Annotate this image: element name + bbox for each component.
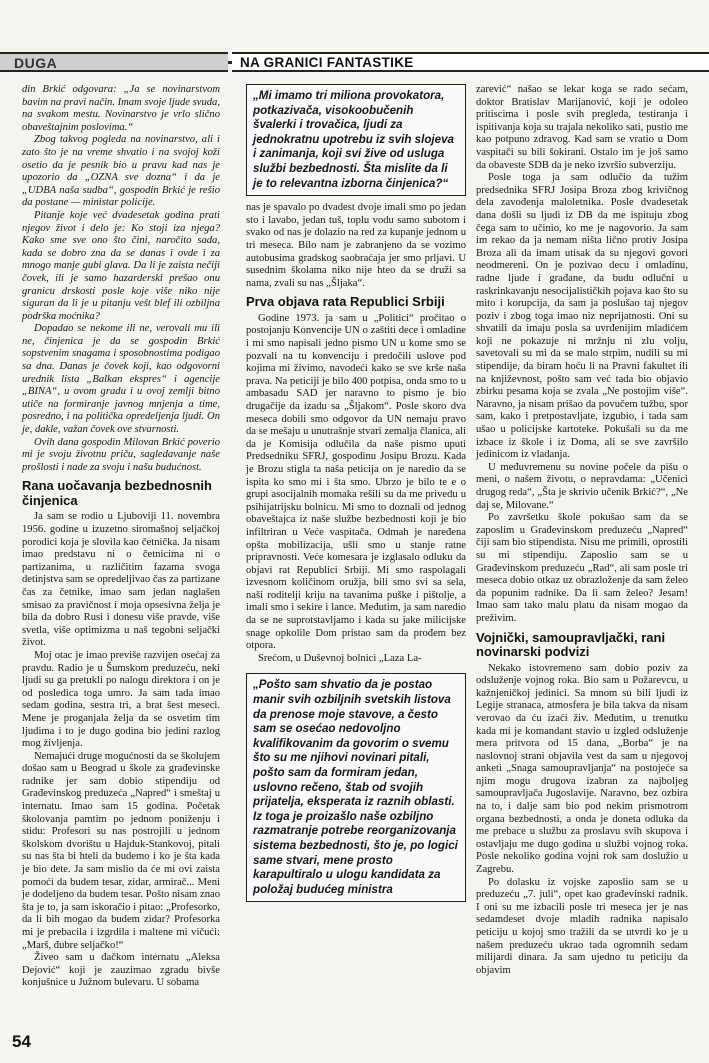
body-paragraph: Srećom, u Duševnoj bolnici „Laza La- <box>258 652 422 664</box>
body-paragraph: Po dolasku iz vojske zaposlio sam se u preduzeću „7. juli“, opet kao građevinski radnik. I oni su me izbacili posle tri meseca jer je nas sedamdeset dvoje mladih radnika napisalo peticiju u kojoj smo tražili da se utvrdi ko je u našem preduzeću ukrao tada ogromnih sedam milijardi dinara. Ja sam ujedno tu peticiju da objavim <box>476 876 688 976</box>
intro-paragraph: Pitanje koje već dvadesetak godina prati njegov život i delo je: Ko stoji iza njega? Kako sme sve ono što čini, naročito sada, kada se dobro zna da se danas i ovde i za mnogo manje gubi glava. Da li je zaista nečiji čovek, ili je samo hazarderski prešao onu granicu drskosti posle koje više niko nije siguran da li je u pitanju vešt blef ili ozbiljna podrška moćnika? <box>22 209 220 322</box>
body-paragraph: Živeo sam u đačkom internatu „Aleksa Dejović“ koji je zauzimao zgradu bivše konjušnice u Južnom bulevaru. U sobama <box>22 952 220 989</box>
section-heading: Prva objava rata Republici Srbiji <box>246 294 445 310</box>
column-3 <box>476 84 688 977</box>
body-paragraph: Ja sam se rodio u Ljuboviji 11. novembra 1956. godine u izuzetno siromašnoj seljačkoj porodici koja je slovila kao četnička. Ja nisam imao predstavu ni o četnicima ni o partizanima, u različitim fazama svoga detinjstva sam se opredeljivao čas za partizane čas za četnike, imao sam jedan naglašen smisao za pravičnost i moja opsesivna želja je bila da dobro Rusi i donesu više pravde, više svetla, više optimizma u naš tegobni seljački život. <box>22 511 220 649</box>
section-heading: Vojnički, samoupravljački, rani novinarski podvizi <box>476 629 666 660</box>
column-2 <box>246 84 466 908</box>
body-paragraph: Po završetku škole pokušao sam da se zaposlim u Građevinskom preduzeću „Napred“ čiji sam bio stipendista. Nisu me primili, oprostili su mi stipendiju. Zaposlio sam se u Građevinskom preduzeću „Rad“, ali sam posle tri meseca dobio otkaz uz obrazloženje da sam želeo da popunim radnike. Da li sam želeo? Jesam! Imao sam tako malu platu da nisam mogao da preživim. <box>476 512 688 624</box>
intro-paragraph: Ovih dana gospodin Milovan Brkić poverio mi je svoju životnu priču, sagledavanje naše prošlosti i nade za svoju i našu budućnost. <box>22 436 220 473</box>
pull-quote: „Mi imamo tri miliona provokatora, potkazivača, visokoobučenih švalerki i trovačica, ljudi za jednokratnu upotrebu iz svih slojeva i zanimanja, koji svi žive od usluga službi bezbednosti. Šta mislite da li je to relevantna izborna činjenica?“ <box>246 84 466 196</box>
body-paragraph: nas je spavalo po dvadest dvoje imali smo po jedan sto i lavabo, jedan tuš, toplu vodu samo subotom i svako od nas je dolazio na red za kupanje jednom u tri meseca. Bilo nam je zabranjeno da se vozimo autobusima gradskog saobraćaja jer smo prljavi. U susednim školama niko nije hteo da se druži sa nama, zvali su nas „Šljaka“. <box>246 202 466 289</box>
body-paragraph: Nekako istovremeno sam dobio poziv za odsluženje vojnog roka. Bio sam u Požarevcu, u kažnjeničkoj jedinici. Sa mnom su bili ljudi iz Legije stranaca, atmosfera je bila takva da nisam verovao da ću izaći živ. Međutim, u trenutku kada mi je komandant stavio u izgled odsluženje mera pritvora od 15 dana, „Borba“ je na naslovnoj strani objavila vest da sam u njegovoj anketi „Snaga samoupravljanja“ na postojeće sa njim mogu drugova izabran za najboljeg samoupravljača Jugoslavije. Naravno, bez ozbira na to, i dalje sam bio pod nekim prismotrom organa bezbednosti, a onda je doneta odluka da me prebace u službu za proslavu svih skupova i ostavljaju me dugo godina u službi vojnog roka. Posle nekoliko godina vojni rok sam doslužio u Zagrebu. <box>476 662 688 876</box>
intro-paragraph: Dopadao se nekome ili ne, verovali mu ili ne, činjenica je da se gospodin Brkić sopstvenim snagama i sposobnostima podigao sa dna. Danas je čovek koji, kao odgovorni urednik lista „Balkan ekspres“ i agencije „BINA“, u ovom gradu i u ovoj zemlji bitno utiče na formiranje javnog mnjenja a time, posredno, i na politička opredeljenja ljudi. On je, dakle, važan čovek ove stvarnosti. <box>22 323 220 436</box>
body-paragraph: Posle toga ja sam odlučio da tužim predsednika SFRJ Josipa Broza zbog krivičnog dela zavođenja maloletnika. Posle dvadesetak dana došli su ljudi iz DB da me ispituju zbog čega sam to učinio, ko me je nagovorio. Ja sam im rekao da ja nemam ništa lično protiv Josipa Broza ali da imam utisak da su njegovi govori neodmereni. On je pozivao decu i omladinu, radne ljude i građane, da budu odlučni u raskrinkavanju nesocijalističkih pojava kao što su mito i korupcija, da sam ja poslušao taj njegov poziv i zbog toga imao niz neprijatnosti. Oni su shvatili da imaju posla sa uvrđenijim mladićem koji ne pokazuje ni mržnju ni zlu volju, savetovali su mi da se malo strpim, nudili su mi stipendije, da biram hoću li na Pravni fakultet ili na književnost, pošto sam već tada bio objavio zbirku pesama koja se zvala „Ne postojim više“. Naravno, ja nisam prišao da povučem tužbu, spor sam, kako i pretpostavljate, izgubio, i tada sam ušao u policijske kartoteke. Pokušali su da me izbace iz škole i iz Doma, ali se sve završilo jedinicom iz vladanja. <box>476 172 688 461</box>
intro-paragraph: Zbog takvog pogleda na novinarstvo, ali i zato što je na vreme shvatio i na svojoj koži osetio da je pesnik bio u pravu kad nas je upozorio da „OZNA sve dozna“ i da je „UDBA naša sudba“, gospodin Brkić je rešio da postane — ministar policije. <box>22 134 220 209</box>
body-paragraph: Nemajući druge mogućnosti da se školujem došao sam u Beograd u škole za građevinske radnike jer sam dobio stipendiju od Građevinskog preduzeća „Napred“ i smeštaj u internatu. Imao sam 15 godina. Početak školovanja pamtim po jednom poniženju i stidu: Profesori su nas postrojili u jednom školskom dvorištu u Hajduk-Stankovoj, pitali su nas šta bi hteli da budemo i ko je šta kada je bio dete. Ja sam mislio da će mi ovi zaista pomoći da budem tesar, zidar, armirač... Meni je dodeljeno da budem tesar. Pošto nisam znao šta je to, ja sam iskoračio i pitao: „Profesorko, da li bih mogao da budem zidar? Profesorka mi je prebacila i izgrdila i maltene mi vičući: „Marš, đubre seljačko!“ <box>22 750 220 951</box>
body-paragraph: U međuvremenu su novine počele da pišu o meni, o našem životu, o nepravdama: „Učenici drugog reda“, „Šta je skrivio učenik Brkić?“, „Ne daj se, Milovane.“ <box>476 461 688 511</box>
page-header <box>0 52 709 72</box>
rubric-title: NA GRANICI FANTASTIKE <box>240 55 414 70</box>
body-paragraph: zarević“ našao se lekar koga se rado sećam, doktor Bratislav Marijanović, koji je odoleo pritiscima i posle svih pregleda, testiranja i ispitivanja koja su trajala nekoliko sati, pustio me kao potpuno zdravog. Kad sam se vratio u Dom vaspitači su bili šokirani. Ostalo im je još samo da obaveste SDB da je neko izvršio subverziju. <box>476 84 688 171</box>
header-section-label <box>0 52 228 72</box>
intro-paragraph: din Brkić odgovara: „Ja se novinarstvom bavim na pravi način. Imam svoje ljude svuda, na svakom mestu. Novinarstvo je vrlo slično obaveštajnim poslovima.“ <box>22 84 221 133</box>
page-number: 54 <box>12 1032 31 1051</box>
section-heading: Rana uočavanja bezbednosnih činjenica <box>22 478 212 508</box>
body-paragraph: Godine 1973. ja sam u „Politici“ pročitao o postojanju Konvencije UN o zaštiti dece i omladine i mi smo napisali jedno pismo UN u kome smo se pozvali na tu konvenciju i predočili uslove pod kojima mi živimo, navodeći kako se sve krše naša prava. Na peticiji je bilo 400 potpisa, onda smo to u ambasadu SAD jer naravno to pismo je bio drugačije da izadu sa „Šljakom“. Posle skoro dva meseca dobili smo odgovor da UN nemaju pravo da se mešaju u unutrašnje stvari zemalja članica, ali da je Komisija odlučila da naše pismo uputi Predsedniku SFRJ, gospodinu Josipu Brozu. Kada je Brozu stigla ta naša peticija on je naredio da se ispita ko smo mi i šta smo. Ubrzo je bilo te e o grupi asocijalnih momaka rešili su da me privedu u psihijatrijsku bolnicu. Mi smo to doznali od jednog obaveštajca iz naše službe bezbednosti koji je bio infiltriran u Veće vaspitača. Odmah je naređena opšta mobilizacija, ušli smo u stanje ratne pripravnosti. Veće komesara je izglasalo odluku da objavi rat Republici Srbiji. Mi smo raspolagali izvesnom količinom oružja, bili smo svi sa sela, naši roditelji kriju na tavanima puške i pištolje, a imali smo i sekire i lance. Međutim, ja sam naredio da se ne suprotstavljamo i kada su jake milicijske snage opkolile Dom pristao sam da prođem bez otpora. <box>246 312 466 652</box>
header-rubric <box>232 52 709 72</box>
magazine-name: DUGA <box>14 55 58 71</box>
pull-quote: „Pošto sam shvatio da je postao manir svih ozbiljnih svetskih listova da prenose moje stavove, a često sam se osećao nedovoljno kvalifikovanim da govorim o svemu što su me njihovi novinari pitali, pošto sam da formiram jedan, uslovno rečeno, štab od svojih prijatelja, eksperata iz raznih oblasti. Iz toga je proizašlo naše ozbiljno razmatranje potrebe reorganizovanja sistema bezbednosti, što je, po logici same stvari, mene prosto karapultiralo u ulogu kandidata za položaj budućeg ministra <box>246 673 466 902</box>
column-1 <box>22 84 220 990</box>
body-paragraph: Moj otac je imao previše razvijen osećaj za pravdu. Radio je u Šumskom preduzeću, neki ljudi su ga pretukli po nalogu direktora i on je od posledica toga umro. Ja sam tada imao sedam godina, sestra tri, a brat šest meseci. Mene je proganjala želja da se osvetim tim ljudima i to je dugo godina bio jedini razlog mog življenja. <box>22 649 220 750</box>
